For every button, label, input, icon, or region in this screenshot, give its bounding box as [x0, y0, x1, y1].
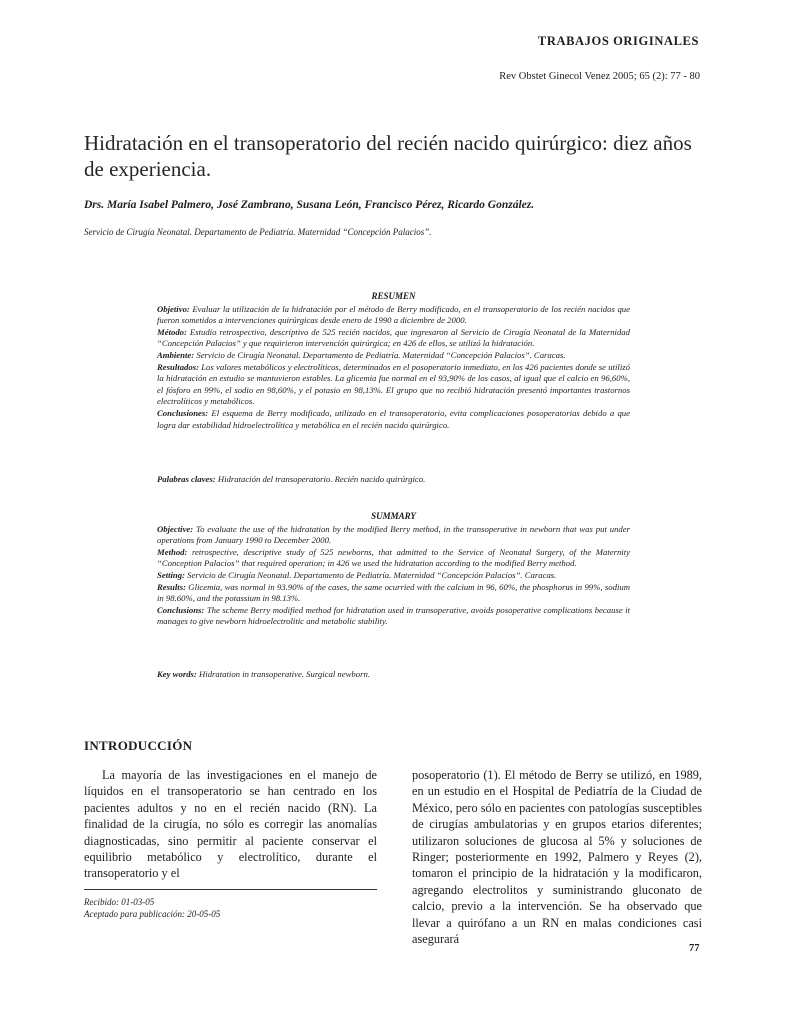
introduction-left-column: La mayoría de las investigaciones en el manejo de líquidos en el transoperatorio se han centrado en los pacientes adultos y no en el recién nacido (RN). La finalidad de la cirugía, no sólo es corregir las anomalías diagnosticadas, sino permitir al paciente conservar el equilibrio metabólico y electrolítico, durante el transoperatorio y el [84, 768, 377, 881]
section-label: TRABAJOS ORIGINALES [537, 34, 699, 48]
resumen-resultados-label: Resultados: [157, 361, 199, 372]
summary-section [157, 511, 630, 628]
resumen-metodo-label: Método: [157, 326, 187, 337]
summary-objective-text: To evaluate the use of the hidratation by the modified Berry method, in the transoperative in newborn that was put under operations from January 1990 to December 2000. [157, 523, 630, 546]
resumen-resultados [157, 362, 630, 408]
resumen-objetivo [157, 304, 630, 327]
journal-citation: Rev Obstet Ginecol Venez 2005; 65 (2): 77 - 80 [499, 71, 700, 82]
summary-conclusions-text: The scheme Berry modified method for hidratation used in transoperative, avoids posoperative complications because it manages to give newborn hidroelectrolitic and metabolic stability. [157, 604, 630, 627]
resumen-conclusiones [157, 408, 630, 431]
accepted-date: Aceptado para publicación: 20-05-05 [84, 909, 221, 919]
received-date: Recibido: 01-03-05 [84, 897, 155, 907]
summary-method [157, 547, 630, 570]
summary-conclusions [157, 605, 630, 628]
summary-heading: SUMMARY [371, 511, 416, 521]
resumen-ambiente [157, 350, 630, 362]
resumen-objetivo-text: Evaluar la utilización de la hidratación por el método de Berry modificado, en el transoperatorio de los recién nacidos que fueron sometidos a intervenciones quirúrgicas desde enero de 1990 a diciembre de 2000. [157, 303, 630, 326]
resumen-objetivo-label: Objetivo: [157, 303, 190, 314]
summary-setting [157, 570, 630, 582]
resumen-metodo [157, 327, 630, 350]
summary-setting-label: Setting: [157, 569, 185, 580]
author-list: Drs. María Isabel Palmero, José Zambrano, Susana León, Francisco Pérez, Ricardo González. [84, 199, 535, 211]
summary-results [157, 582, 630, 605]
key-words [157, 669, 630, 681]
resumen-metodo-text: Estudio retrospectivo, descriptivo de 525 recién nacidos, que ingresaron al Servicio de Cirugía Neonatal de la Maternidad “Concepción Palacios” y que requirieron intervención quirúrgica; en 426 de ellos, se utilizó la hidratación. [157, 326, 630, 349]
resumen-conclusiones-label: Conclusiones: [157, 407, 209, 418]
summary-objective [157, 524, 630, 547]
introduction-heading: INTRODUCCIÓN [84, 738, 193, 753]
summary-setting-text: Servicio de Cirugía Neonatal. Departamento de Pediatría. Maternidad “Concepción Palacios”. Caracas. [185, 569, 557, 580]
summary-method-text: retrospective, descriptive study of 525 newborns, that admitted to the Service of Neonatal Surgery, of the Maternity “Conception Palacios” that required operation; in 426 we used the hidratation according to the modified Berry method. [157, 546, 630, 569]
resumen-ambiente-label: Ambiente: [157, 349, 195, 360]
summary-conclusions-label: Conclusions: [157, 604, 205, 615]
summary-objective-label: Objective: [157, 523, 194, 534]
resumen-heading: RESUMEN [371, 291, 416, 301]
introduction-right-column: posoperatorio (1). El método de Berry se utilizó, en 1989, en un estudio en el Hospital de Pediatría de la Ciudad de México, pero sólo en pacientes con patologías susceptibles de cirugías ambulatorias y en grupos etarios diferentes; utilizaron soluciones de glucosa al 5% y soluciones de Ringer; posteriormente en 1992, Palmero y Reyes (2), tomaron el principio de la hidratación y la modificaron, agregando electrolitos y suministrando gluconato de calcio, previo a la intervención. Se ha observado que llevar a quirófano a un RN en malas condiciones casi asegurará [412, 768, 702, 947]
resumen-ambiente-text: Servicio de Cirugía Neonatal. Departamento de Pediatría. Maternidad “Concepción Palacios”. Caracas. [194, 349, 566, 360]
footnotes [84, 896, 220, 920]
summary-results-label: Results: [157, 581, 186, 592]
key-words-label: Key words: [157, 669, 197, 679]
resumen-conclusiones-text: El esquema de Berry modificado, utilizado en el transoperatorio, evita complicaciones posoperatorias debido a que logra dar estabilidad hidroelectrolítica y metabólica en el recién nacido quirúrgico. [157, 407, 630, 430]
palabras-claves [157, 474, 630, 486]
resumen-section [157, 291, 630, 431]
article-title: Hidratación en el transoperatorio del recién nacido quirúrgico: diez años de experiencia. [84, 131, 692, 181]
palabras-claves-label: Palabras claves: [157, 474, 216, 484]
footnote-divider [84, 889, 377, 890]
summary-method-label: Method: [157, 546, 188, 557]
page-number: 77 [689, 943, 700, 954]
palabras-claves-text: Hidratación del transoperatorio. Recién nacido quirúrgico. [215, 474, 426, 484]
key-words-text: Hidratation in transoperative. Surgical newborn. [196, 669, 371, 679]
affiliation: Servicio de Cirugía Neonatal. Departamento de Pediatría. Maternidad “Concepción Palacios”. [84, 227, 432, 237]
resumen-resultados-text: Los valores metabólicos y electrolíticos, determinados en el posoperatorio inmediato, en los 426 pacientes donde se utilizó la hidratación en estudio se mantuvieron estables. La glicemia fue normal en el 93,90% de los casos, al igual que el calcio en 96,60%, el fósforo en 99%, el sodio en 98,60%, y el potasio en 98,13%. El grupo que no recibió hidratación presentó importantes trastornos electrolíticos y metabólicos. [157, 361, 630, 407]
summary-results-text: Glicemia, was normal in 93.90% of the cases, the same ocurried with the calcium in 96, 60%, the phosphorus in 99%, sodium in 98.60%, and the potassium in 98.13%. [157, 581, 630, 604]
